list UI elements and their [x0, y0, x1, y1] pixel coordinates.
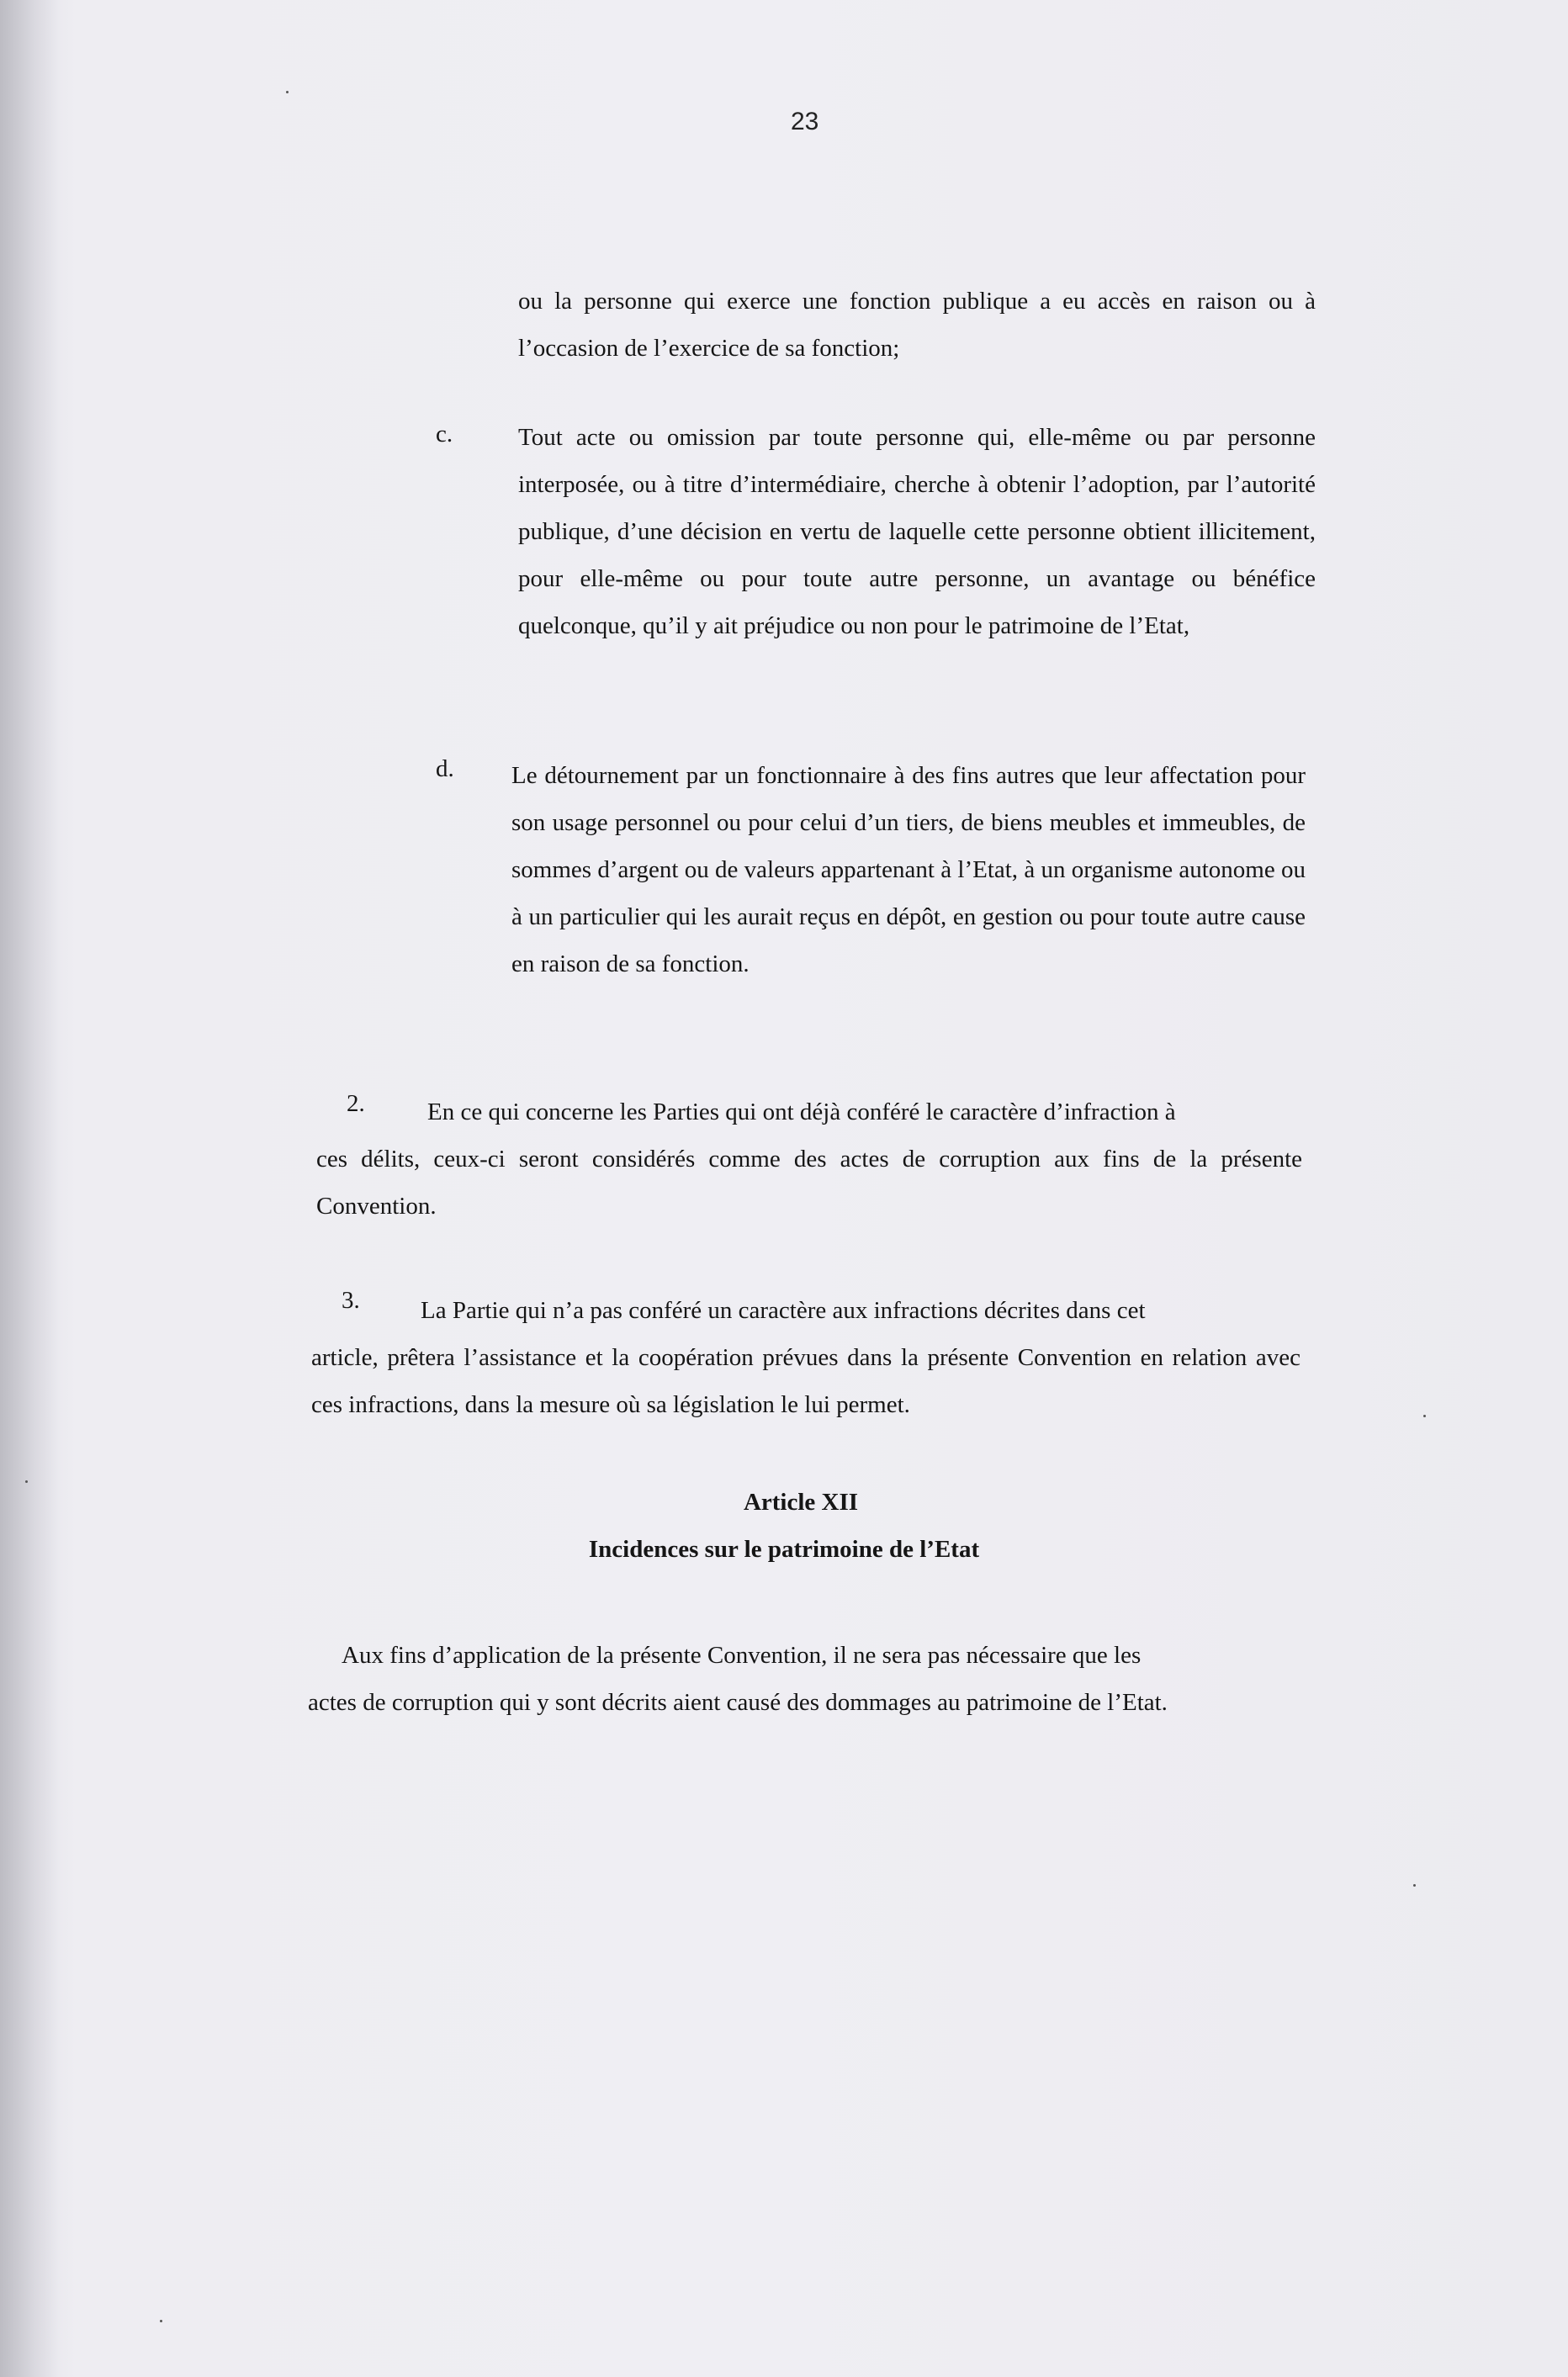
article-text: actes de corruption qui y sont décrits aient causé des dommages au patrimoine de l’Etat. — [308, 1689, 1168, 1716]
page-shadow-edge — [0, 0, 59, 2377]
page-number: 23 — [791, 108, 819, 135]
paragraph-2-first-line: En ce qui concerne les Parties qui ont déjà conféré le caractère d’infraction à — [427, 1099, 1176, 1125]
article-subtitle: Incidences sur le patrimoine de l’Etat — [588, 1536, 980, 1563]
scan-speck — [286, 91, 289, 93]
paragraph-3-first-line: La Partie qui n’a pas conféré un caractère aux infractions décrites dans cet — [421, 1297, 1146, 1324]
item-c-marker: c. — [436, 421, 453, 447]
paragraph-3-text: article, prêtera l’assistance et la coopération prévues dans la présente Convention en relation avec ces infractions, dans la mesure où sa législation le lui permet. — [311, 1344, 1300, 1418]
paragraph-2-marker: 2. — [347, 1090, 365, 1117]
item-d-marker: d. — [436, 755, 454, 782]
scan-speck — [1413, 1884, 1416, 1887]
item-c-text: Tout acte ou omission par toute personne qui, elle-même ou par personne interposée, ou à titre d’intermédiaire, cherche à obtenir l’adoption, par l’autorité publique, d’une décision en vertu de laquelle cette personne obtient illicitement, pour elle-même ou pour toute autre personne, un avantage ou bénéfice quelconque, qu’il y ait préjudice ou non pour le patrimoine de l’Etat, — [518, 424, 1316, 639]
continuation-paragraph: ou la personne qui exerce une fonction publique a eu accès en raison ou à l’occasion de l’exercice de sa fonction; — [518, 288, 1316, 362]
item-d-text: Le détournement par un fonctionnaire à des fins autres que leur affectation pour son usage personnel ou pour celui d’un tiers, de biens meubles et immeubles, de sommes d’argent ou de valeurs appartenant à l’Etat, à un organisme autonome ou à un particulier qui les aurait reçus en dépôt, en gestion ou pour toute autre cause en raison de sa fonction. — [511, 762, 1306, 977]
article-first-line: Aux fins d’application de la présente Convention, il ne sera pas nécessaire que les — [342, 1642, 1142, 1669]
scan-speck — [1423, 1415, 1426, 1417]
scan-speck — [25, 1480, 28, 1483]
scan-speck — [160, 2320, 162, 2322]
article-title: Article XII — [743, 1489, 859, 1516]
paragraph-2-text: ces délits, ceux-ci seront considérés comme des actes de corruption aux fins de la présente Convention. — [316, 1146, 1302, 1220]
paragraph-3-marker: 3. — [342, 1287, 360, 1314]
